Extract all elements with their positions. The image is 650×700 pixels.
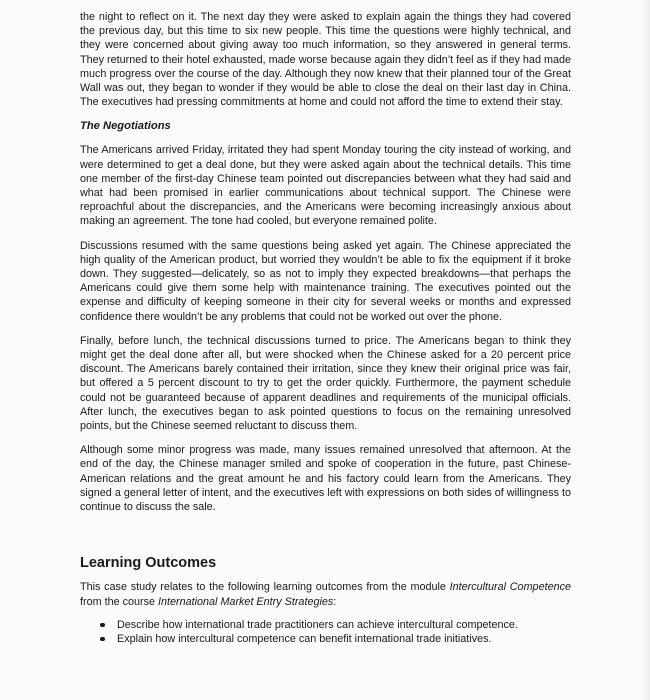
intro-end-text: : <box>333 595 337 608</box>
learning-outcomes-list <box>80 618 571 646</box>
list-item-text: Explain how intercultural competence can benefit international trade initiatives. <box>117 632 492 645</box>
paragraph-maintenance-discussion: Discussions resumed with the same questions being asked yet again. The Chinese appreciated the high quality of the American product, but worried they wouldn’t be able to fix the equipment if it broke down. They suggested—delicately, so as not to imply they expected breakdowns—that perhaps the Americans could give them some help with maintenance training. The executives pointed out the expense and difficulty of keeping someone in their city for several weeks or months and expressed confidence there wouldn’t be any problems that could not be worked out over the phone. <box>80 239 571 323</box>
list-item <box>80 632 571 646</box>
intro-mid-text: from the course <box>80 595 159 608</box>
section-heading-negotiations: The Negotiations <box>80 120 171 133</box>
list-item <box>80 618 571 632</box>
paragraph-price-discussion: Finally, before lunch, the technical discussions turned to price. The Americans began to think they might get the deal done after all, but were shocked when the Chinese asked for a 20 percent price discount. The Americans barely contained their irritation, since they knew their original price was fair, but offered a 5 percent discount to try to get the order quickly. Furthermore, the payment schedule could not be guaranteed because of apparent deadlines and requirements of the municipal officials. After lunch, the executives began to ask pointed questions to focus on the remaining unresolved points, but the Chinese seemed reluctant to discuss them. <box>80 334 571 433</box>
page-edge-shadow <box>640 0 650 700</box>
intro-lead-text: This case study relates to the following learning outcomes from the module <box>80 581 450 594</box>
list-item-text: Describe how international trade practitioners can achieve intercultural competence. <box>117 618 518 631</box>
course-name: International Market Entry Strategies <box>158 595 334 608</box>
bullet-icon <box>100 637 105 642</box>
bullet-icon <box>100 623 105 628</box>
document-content <box>80 10 571 646</box>
learning-outcomes-intro <box>80 580 571 608</box>
section-heading-learning-outcomes: Learning Outcomes <box>80 555 217 572</box>
module-name: Intercultural Competence <box>449 581 571 594</box>
paragraph-friday-arrival: The Americans arrived Friday, irritated they had spent Monday touring the city instead of working, and were determined to get a deal done, but they were asked again about the technical details. This time one member of the first-day Chinese team pointed out discrepancies between what they had said and what had been promised in earlier communications about technical support. The Chinese were reproachful about the discrepancies, and the Americans were becoming increasingly anxious about making an agreement. The tone had cooled, but everyone remained polite. <box>80 144 571 228</box>
paragraph-reflection: the night to reflect on it. The next day they were asked to explain again the things they had covered the previous day, but this time to six new people. This time the questions were highly technical, and they were concerned about giving away too much information, so they answered in general terms. They returned to their hotel exhausted, made worse because again they didn’t feel as if they had made much progress over the course of the day. Although they now knew that their planned tour of the Great Wall was out, they began to wonder if they would be able to close the deal on their last day in China. The executives had pressing commitments at home and could not afford the time to extend their stay. <box>80 11 571 109</box>
paragraph-letter-of-intent: Although some minor progress was made, many issues remained unresolved that afternoon. At the end of the day, the Chinese manager smiled and spoke of cooperation in the future, past Chinese-American relations and the great amount he and his factory could learn from the Americans. They signed a general letter of intent, and the executives left with expressions on both sides of willingness to continue to discuss the sale. <box>80 444 571 514</box>
